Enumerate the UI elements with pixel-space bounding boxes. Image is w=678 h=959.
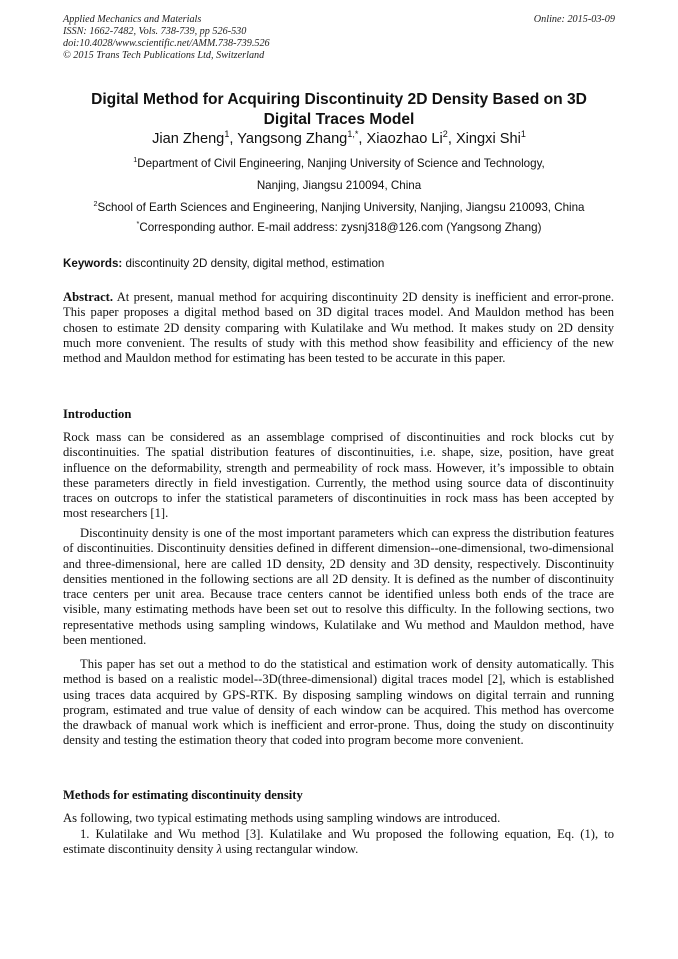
section-heading-methods: Methods for estimating discontinuity density [63, 788, 303, 802]
intro-paragraph-3: This paper has set out a method to do the statistical and estimation work of density automatically. This method is based on a realistic model--3D(three-dimensional) digital traces model [2], which is established using traces data acquired by GPS-RTK. By disposing sampling windows on digital terrain and running program, estimated and true value of density of each window can be acquired. This method has overcome the drawback of manual work which is inefficient and error-prone. Thus, doing the study on discontinuity density and testing the estimation theory that coded into program become more convenient. [63, 657, 614, 748]
keywords-text: discontinuity 2D density, digital method, estimation [125, 257, 385, 270]
online-date: Online: 2015-03-09 [533, 14, 615, 25]
author-affiliation-mark: 1 [520, 129, 526, 140]
abstract-label: Abstract. [63, 290, 114, 304]
paper-title [63, 90, 615, 130]
intro-paragraph-1: Rock mass can be considered as an assemblage comprised of discontinuities and rock blocks cut by discontinuities. The spatial distribution features of discontinuities, i.e. shape, size, position, have great influence on the deformability, strength and permeability of rock mass. However, it’s impossible to obtain these parameters directly in field investigation. Currently, the method using source data of discontinuity traces on outcrops to infer the statistical parameters of discontinuities in rock mass has been accepted by most researchers [1]. [63, 430, 614, 521]
title-line-2: Digital Traces Model [263, 111, 415, 128]
affiliation-1-line-1: $^1$Department of Civil Engineering, Nanjing University of Science and Technology, [133, 155, 545, 170]
author-name: Xiaozhao Li [366, 131, 443, 147]
author-affiliation-mark: 1,* [347, 129, 359, 140]
journal-issn: ISSN: 1662-7482, Vols. 738-739, pp 526-530 [63, 26, 247, 37]
author-name: Xingxi Shi [455, 131, 521, 147]
abstract [63, 290, 614, 366]
journal-name: Applied Mechanics and Materials [63, 14, 202, 25]
intro-paragraph-2: Discontinuity density is one of the most important parameters which can express the distribution features of discontinuities. Discontinuity densities defined in different dimension--one-dimensional, two-dimensional and three-dimensional, here are called 1D density, 2D density and 3D density, respectively. Discontinuity densities mentioned in the following sections are all 2D density. It is defined as the number of discontinuity trace centers per unit area. Because trace centers cannot be identified unless both ends of the trace are visible, many estimating methods have been set out to resolve this difficulty. In the following sections, two representative methods using sampling windows, Kulatilake and Wu method and Mauldon method, have been mentioned. [63, 526, 614, 648]
author-affiliation-mark: 2 [442, 129, 448, 140]
keywords-label: Keywords: [63, 257, 123, 270]
corresponding-author: *Corresponding author. E-mail address: zysnj318@126.com (Yangsong Zhang) [136, 219, 542, 234]
affiliation-2: $^2$School of Earth Sciences and Engineering, Nanjing University, Nanjing, Jiangsu 210093, China [93, 199, 585, 214]
keywords [63, 257, 384, 271]
section-heading-introduction: Introduction [63, 407, 132, 421]
methods-paragraph-1: As following, two typical estimating methods using sampling windows are introduced. [63, 811, 501, 825]
affiliation-1-line-2: Nanjing, Jiangsu 210094, China [256, 179, 422, 192]
journal-header [63, 14, 270, 62]
author-list: Jian Zheng$^1$, Yangsong Zhang$^{1,*}$, Xiaozhao Li$^2$, Xingxi Shi$^1$ [152, 129, 526, 147]
lambda-symbol: λ [216, 842, 223, 857]
abstract-text: At present, manual method for acquiring discontinuity 2D density is inefficient and error-prone. This paper proposes a digital method based on 3D digital traces model. And Mauldon method has been chosen to estimate 2D density comparing with Kulatilake and Wu method. It makes study on 2D density much more convenient. The results of study with this method show feasibility and efficiency of the new method and Mauldon method for estimating has been tested to be accurate in this paper. [63, 290, 614, 366]
title-line-1: Digital Method for Acquiring Discontinuity 2D Density Based on 3D [91, 91, 587, 108]
author-name: Yangsong Zhang [237, 131, 348, 147]
methods-paragraph-2: 1. Kulatilake and Wu method [3]. Kulatilake and Wu proposed the following equation, Eq. (1), to estimate discontinuity density λ using rectangular window. [63, 827, 614, 857]
journal-copyright: © 2015 Trans Tech Publications Ltd, Switzerland [63, 50, 265, 61]
journal-doi: doi:10.4028/www.scientific.net/AMM.738-739.526 [63, 38, 270, 49]
author-name: Jian Zheng [152, 131, 225, 147]
author-affiliation-mark: 1 [224, 129, 230, 140]
